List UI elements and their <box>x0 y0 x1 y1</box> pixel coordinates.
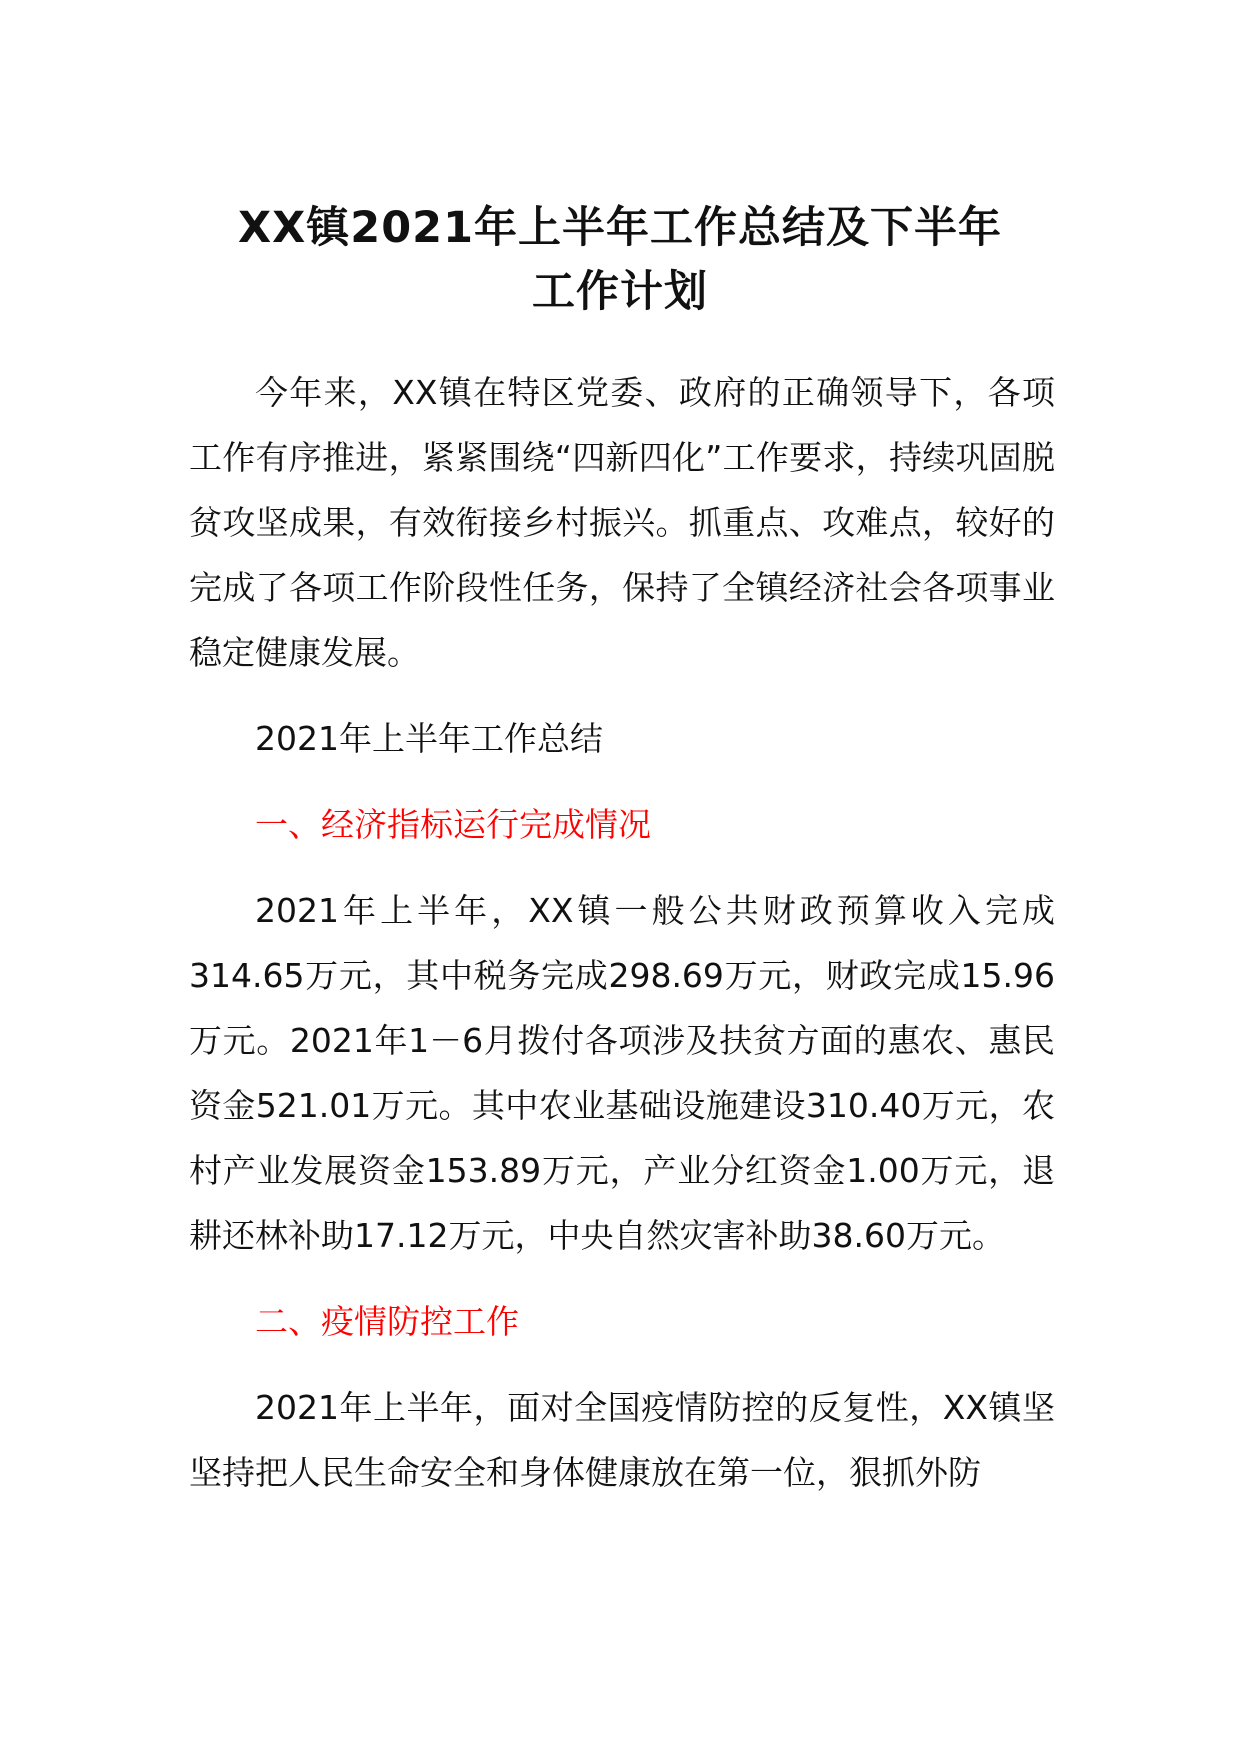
section-1-paragraph: 2021年上半年，XX镇一般公共财政预算收入完成314.65万元，其中税务完成298.69万元，财政完成15.96万元。2021年1－6月拨付各项涉及扶贫方面的惠农、惠民资金521.01万元。其中农业基础设施建设310.40万元，农村产业发展资金153.89万元，产业分红资金1.00万元，退耕还林补助17.12万元，中央自然灾害补助38.60万元。 <box>189 891 1055 1255</box>
paragraph-gap <box>189 857 1055 878</box>
document-body <box>189 360 1055 1505</box>
paragraph-gap <box>189 685 1055 706</box>
intro-paragraph: 今年来，XX镇在特区党委、政府的正确领导下，各项工作有序推进，紧紧围绕“四新四化”工作要求，持续巩固脱贫攻坚成果，有效衔接乡村振兴。抓重点、攻难点，较好的完成了各项工作阶段性任务，保持了全镇经济社会各项事业稳定健康发展。 <box>189 373 1055 672</box>
section-2-heading: 二、疫情防控工作 <box>255 1302 519 1341</box>
section-2-paragraph: 2021年上半年，面对全国疫情防控的反复性，XX镇坚坚持把人民生命安全和身体健康放在第一位，狠抓外防 <box>189 1388 1055 1492</box>
title-line-1: XX镇2021年上半年工作总结及下半年 <box>238 203 1002 253</box>
paragraph-gap <box>189 1268 1055 1289</box>
summary-heading: 2021年上半年工作总结 <box>255 719 603 758</box>
paragraph-gap <box>189 771 1055 792</box>
document-title <box>180 196 1060 324</box>
title-line-2: 工作计划 <box>532 267 708 317</box>
section-1-heading: 一、经济指标运行完成情况 <box>255 805 651 844</box>
paragraph-gap <box>189 1354 1055 1375</box>
